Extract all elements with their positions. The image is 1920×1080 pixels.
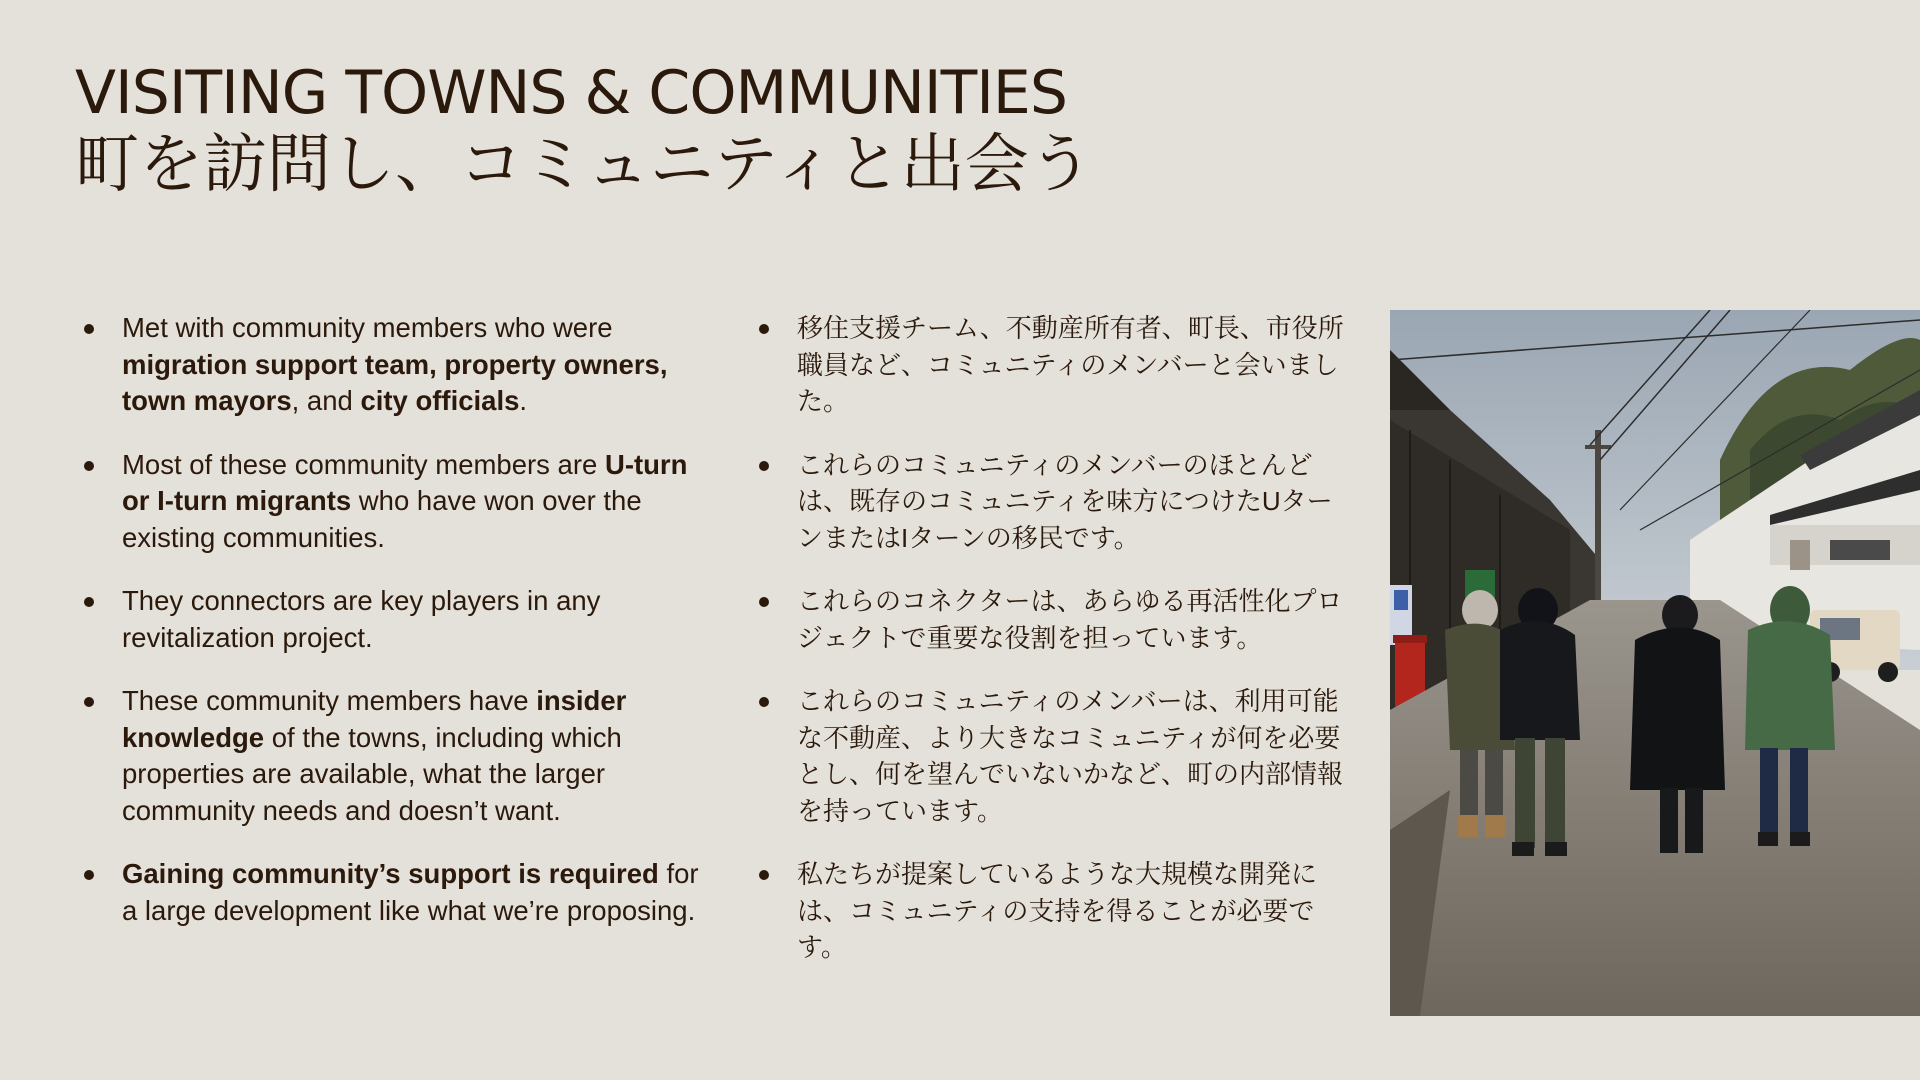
bullet-text: Met with community members who were xyxy=(122,312,613,343)
bullet-text: 移住支援チーム、不動産所有者、町長、市役所職員など、コミュニティのメンバーと会いました。 xyxy=(797,313,1344,416)
bullet-text: , and xyxy=(291,385,361,416)
bullet-text: of the towns, including which properties are available, what the larger community needs and doesn’t want. xyxy=(122,721,622,826)
english-bullet-list xyxy=(80,310,720,956)
bullet-dot-icon xyxy=(759,461,769,471)
bullet-text: これらのコネクターは、あらゆる再活性化プロジェクトで重要な役割を担っています。 xyxy=(797,586,1343,653)
bullet-dot-icon xyxy=(759,870,769,880)
bullet-dot-icon xyxy=(84,697,94,707)
bullet-dot-icon xyxy=(759,324,769,334)
bullet-text: 私たちが提案しているような大規模な開発には、コミュニティの支持を得ることが必要です。 xyxy=(797,859,1318,962)
bullet-text: . xyxy=(519,385,528,416)
bullet-text: Most of these community members are xyxy=(122,448,605,480)
title-japanese: 町を訪問し、コミュニティと出会う xyxy=(75,128,1093,202)
english-bullet-2 xyxy=(80,447,720,557)
bullet-text: They connectors are key players in any revitalization project. xyxy=(122,585,601,653)
bullet-text: who have won over the existing communities. xyxy=(122,485,642,553)
town-street-photo xyxy=(1390,310,1920,1016)
town-street-photo-illustration xyxy=(1390,310,1920,1016)
bullet-bold-text: Gaining community’s support is required xyxy=(122,858,659,889)
english-bullet-4 xyxy=(80,683,720,829)
japanese-bullet-1 xyxy=(755,310,1345,420)
japanese-bullet-2 xyxy=(755,447,1345,557)
bullet-dot-icon xyxy=(759,697,769,707)
bullet-bold-text: U-turn or I-turn migrants xyxy=(122,448,688,516)
japanese-bullet-5 xyxy=(755,856,1345,966)
bullet-dot-icon xyxy=(84,461,94,471)
english-bullet-5 xyxy=(80,856,720,929)
bullet-bold-text: city officials xyxy=(360,385,520,416)
slide-title xyxy=(75,58,1175,202)
bullet-text: これらのコミュニティのメンバーは、利用可能な不動産、より大きなコミュニティが何を必要とし、何を望んでいないかなど、町の内部情報を持っています。 xyxy=(797,686,1344,826)
english-bullet-1 xyxy=(80,310,720,420)
japanese-bullet-3 xyxy=(755,583,1345,656)
bullet-bold-text: insider knowledge xyxy=(122,685,627,753)
bullet-dot-icon xyxy=(84,324,94,334)
bullet-text: これらのコミュニティのメンバーのほとんどは、既存のコミュニティを味方につけたUターンまたはIターンの移民です。 xyxy=(797,449,1333,553)
title-english: VISITING TOWNS & COMMUNITIES xyxy=(75,58,1067,128)
bullet-text: These community members have xyxy=(122,685,537,716)
english-bullet-3 xyxy=(80,583,720,656)
japanese-bullet-list xyxy=(755,310,1345,993)
bullet-bold-text: migration support team, property owners, town mayors xyxy=(122,348,668,416)
bullet-text: for a large development like what we’re proposing. xyxy=(122,858,699,926)
bullet-dot-icon xyxy=(759,597,769,607)
bullet-dot-icon xyxy=(84,870,94,880)
bullet-dot-icon xyxy=(84,597,94,607)
japanese-bullet-4 xyxy=(755,683,1345,829)
